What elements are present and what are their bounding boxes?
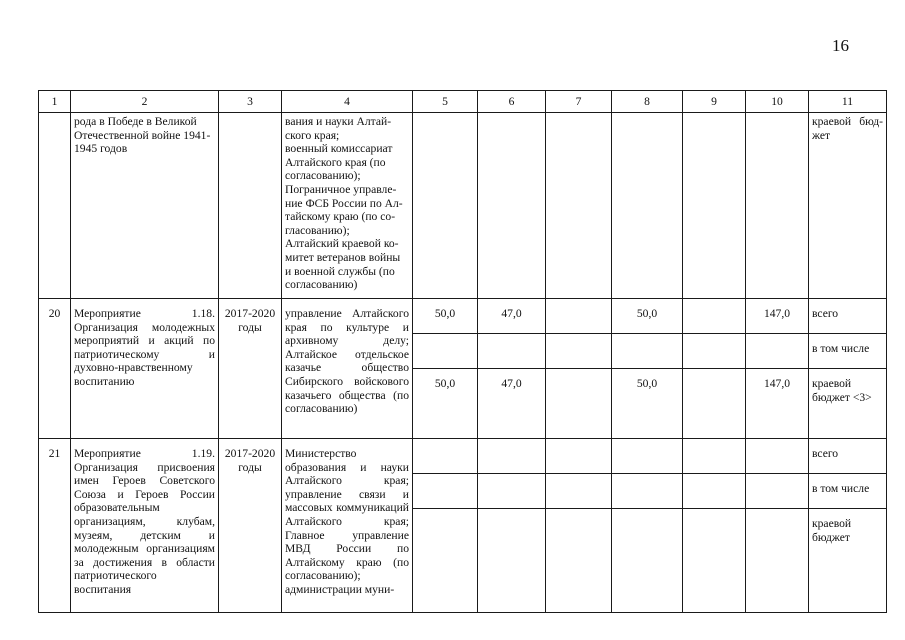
value-cell: 47,0 bbox=[478, 299, 546, 334]
cont-cell bbox=[683, 113, 746, 299]
value-cell bbox=[746, 474, 809, 509]
cont-exec-line: согласованию) bbox=[285, 278, 358, 292]
value-cell bbox=[546, 299, 612, 334]
cont-name-line: рода в Победе в Великой bbox=[74, 115, 197, 128]
cont-exec-line: военный комиссариат bbox=[285, 142, 393, 156]
value-cell bbox=[683, 474, 746, 509]
value-cell: 147,0 bbox=[746, 369, 809, 439]
funding-source: краевой бюджет bbox=[809, 509, 887, 613]
value-cell bbox=[683, 439, 746, 474]
value-cell: 50,0 bbox=[413, 299, 478, 334]
cont-exec-line: гласованию); bbox=[285, 223, 350, 237]
value-cell bbox=[413, 474, 478, 509]
value-cell: 50,0 bbox=[612, 299, 683, 334]
cont-cell bbox=[612, 113, 683, 299]
value-cell bbox=[683, 334, 746, 369]
header-cell: 4 bbox=[282, 91, 413, 113]
cont-exec-line: митет ветеранов войны bbox=[285, 250, 401, 264]
measure-name: Мероприятие 1.19. Организация присвоения имен Героев Советского Союза и Героев России образовательным организациям, клубам, музеям, детским и молодежным организациям за достижения в области патриотического воспитания bbox=[71, 439, 219, 613]
cont-executor-cell bbox=[282, 113, 413, 299]
value-cell bbox=[746, 509, 809, 613]
header-cell: 5 bbox=[413, 91, 478, 113]
value-cell bbox=[683, 299, 746, 334]
value-cell bbox=[478, 334, 546, 369]
header-cell: 11 bbox=[809, 91, 887, 113]
value-cell: 147,0 bbox=[746, 299, 809, 334]
cont-cell bbox=[546, 113, 612, 299]
value-cell bbox=[612, 439, 683, 474]
funding-source: краевой бюджет <3> bbox=[809, 369, 887, 439]
measures-table bbox=[38, 90, 887, 613]
cont-no-cell bbox=[39, 113, 71, 299]
cont-exec-line: вания и науки Алтай- bbox=[285, 115, 392, 128]
cont-exec-line: ского края; bbox=[285, 128, 340, 142]
cont-name-line: 1945 годов bbox=[74, 142, 128, 156]
cont-cell bbox=[746, 113, 809, 299]
cont-exec-line: тайскому краю (по со- bbox=[285, 210, 396, 224]
measure-executor: управление Алтайского края по культуре и архивному делу; Алтайское отдельское казачье общество Сибирского войскового казачьего общества (по согласованию) bbox=[282, 299, 413, 439]
value-cell bbox=[546, 369, 612, 439]
cont-exec-line: Алтайский краевой ко- bbox=[285, 237, 399, 251]
value-cell: 50,0 bbox=[413, 369, 478, 439]
row-number: 21 bbox=[39, 439, 71, 613]
value-cell bbox=[612, 474, 683, 509]
cont-exec-line: согласованию); bbox=[285, 169, 361, 183]
cont-exec-line: Пограничное управле- bbox=[285, 182, 397, 196]
header-cell: 2 bbox=[71, 91, 219, 113]
value-cell bbox=[746, 334, 809, 369]
value-cell bbox=[546, 509, 612, 613]
value-cell bbox=[612, 509, 683, 613]
cont-exec-line: и военной службы (по bbox=[285, 264, 395, 278]
header-cell: 8 bbox=[612, 91, 683, 113]
value-cell bbox=[413, 334, 478, 369]
value-cell bbox=[683, 509, 746, 613]
cont-cell bbox=[413, 113, 478, 299]
header-cell: 6 bbox=[478, 91, 546, 113]
value-cell bbox=[546, 474, 612, 509]
value-cell bbox=[546, 439, 612, 474]
header-cell: 10 bbox=[746, 91, 809, 113]
page-number: 16 bbox=[832, 36, 849, 55]
row-number: 20 bbox=[39, 299, 71, 439]
funding-source: в том числе bbox=[809, 334, 887, 369]
cont-name-line: Отечественной войне 1941- bbox=[74, 128, 211, 142]
cont-source-cell: краевой бюд-жет bbox=[809, 113, 887, 299]
header-cell: 7 bbox=[546, 91, 612, 113]
cont-cell bbox=[478, 113, 546, 299]
value-cell bbox=[478, 439, 546, 474]
value-cell: 47,0 bbox=[478, 369, 546, 439]
value-cell bbox=[546, 334, 612, 369]
value-cell bbox=[478, 474, 546, 509]
value-cell bbox=[413, 509, 478, 613]
header-row bbox=[39, 91, 887, 113]
value-cell bbox=[478, 509, 546, 613]
value-cell: 50,0 bbox=[612, 369, 683, 439]
value-cell bbox=[746, 439, 809, 474]
value-cell bbox=[612, 334, 683, 369]
header-cell: 1 bbox=[39, 91, 71, 113]
header-cell: 3 bbox=[219, 91, 282, 113]
measure-years: 2017-2020 годы bbox=[219, 439, 282, 613]
cont-name-cell bbox=[71, 113, 219, 299]
header-cell: 9 bbox=[683, 91, 746, 113]
cont-years-cell bbox=[219, 113, 282, 299]
value-cell bbox=[683, 369, 746, 439]
measure-years: 2017-2020 годы bbox=[219, 299, 282, 439]
funding-source: всего bbox=[809, 299, 887, 334]
table-row-continuation bbox=[39, 113, 887, 299]
value-cell bbox=[413, 439, 478, 474]
table-row-20 bbox=[39, 299, 887, 334]
measure-name: Мероприятие 1.18. Организация молодежных мероприятий и акций по патриотическому и духовно-нравственному воспитанию bbox=[71, 299, 219, 439]
cont-exec-line: ние ФСБ России по Ал- bbox=[285, 196, 403, 210]
table-row-21 bbox=[39, 439, 887, 474]
cont-exec-line: Алтайского края (по bbox=[285, 155, 386, 169]
funding-source: всего bbox=[809, 439, 887, 474]
funding-source: в том числе bbox=[809, 474, 887, 509]
measure-executor: Министерство образования и науки Алтайского края; управление связи и массовых коммуникаций Алтайского края; Главное управление МВД России по Алтайскому краю (по согласованию); администрации муни- bbox=[282, 439, 413, 613]
